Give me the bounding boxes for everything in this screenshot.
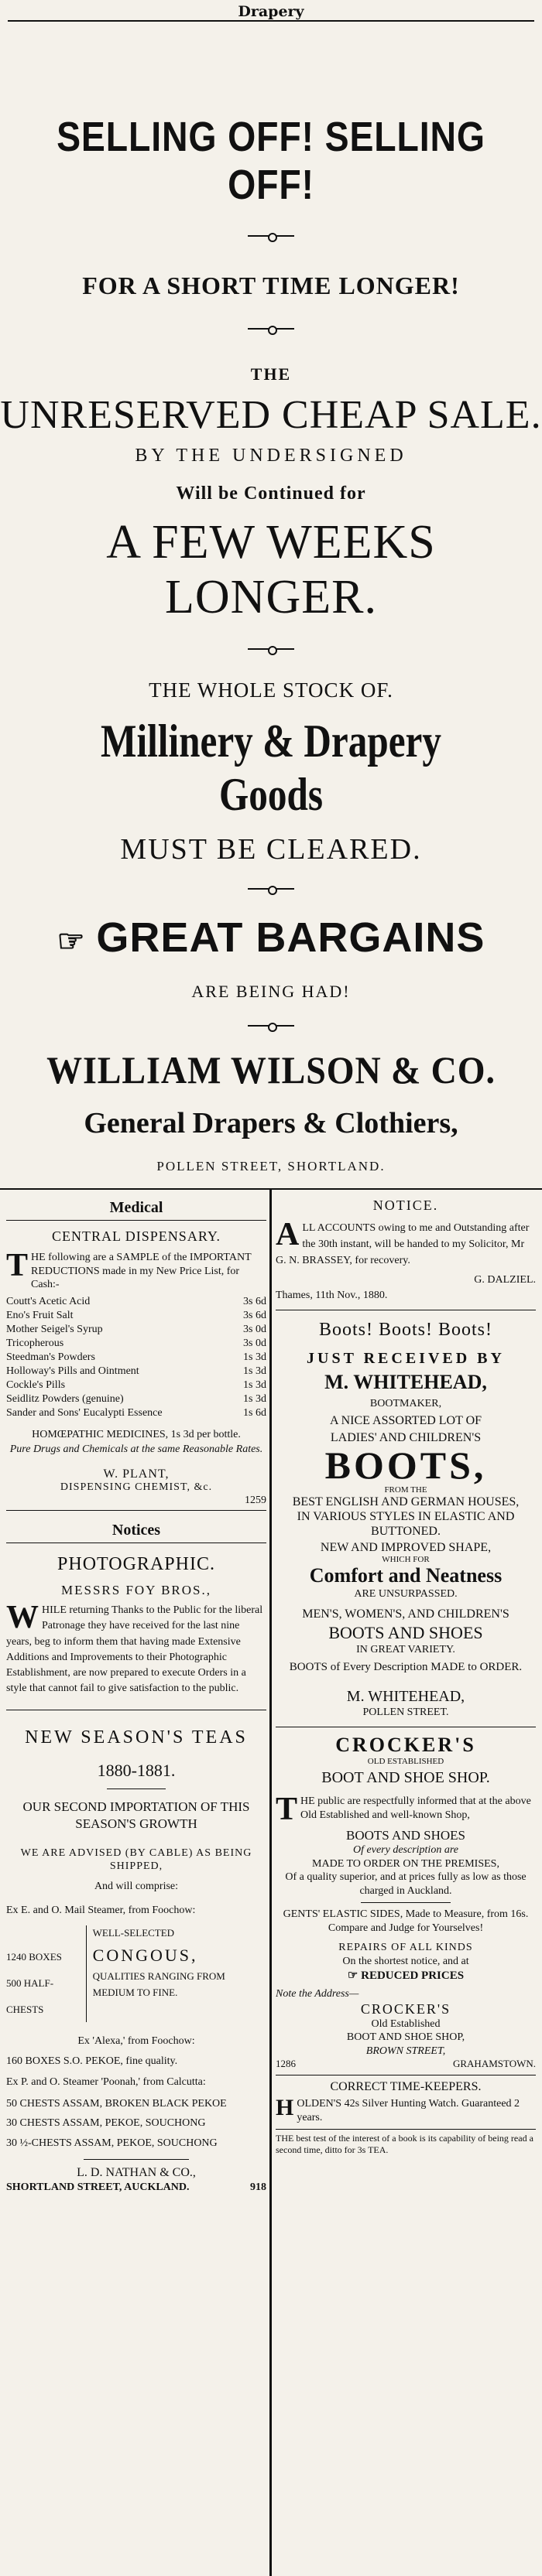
ad-number: 918 xyxy=(250,2181,266,2194)
second-importation: OUR SECOND IMPORTATION OF THIS SEASON'S GROWTH xyxy=(22,1799,250,1831)
item-price: 3s 0d xyxy=(243,1337,266,1349)
notice-date: Thames, 11th Nov., 1880. xyxy=(276,1289,388,1301)
congous-description xyxy=(86,1925,266,2022)
crocker-sig-3: BOOT AND SHOE SHOP, xyxy=(346,2031,465,2044)
foy-bros-line: MESSRS FOY BROS., xyxy=(61,1583,211,1597)
drop-cap: W xyxy=(6,1600,39,1635)
must-be-cleared-line: MUST BE CLEARED. xyxy=(120,833,422,866)
best-houses: BEST ENGLISH AND GERMAN HOUSES, xyxy=(292,1495,520,1508)
list-item xyxy=(6,1379,266,1392)
being-had-line: ARE BEING HAD! xyxy=(191,982,351,1001)
pollen-street-line: POLLEN STREET, SHORTLAND. xyxy=(156,1159,386,1174)
improved-shape: NEW AND IMPROVED SHAPE, xyxy=(320,1540,492,1554)
congous-block xyxy=(6,1925,266,2022)
item-name: Steedman's Powders xyxy=(6,1351,95,1363)
item-name: Tricopherous xyxy=(6,1337,64,1349)
list-item xyxy=(6,1406,266,1420)
repairs-line: REPAIRS OF ALL KINDS xyxy=(338,1942,473,1954)
assam-line-1: 50 CHESTS ASSAM, BROKEN BLACK PEKOE xyxy=(6,2097,227,2110)
item-name: Holloway's Pills and Ointment xyxy=(6,1365,139,1377)
drop-cap: A xyxy=(276,1217,300,1252)
list-item xyxy=(6,1323,266,1337)
qualities-range: QUALITIES RANGING FROM MEDIUM TO FINE. xyxy=(92,1970,225,1998)
list-item xyxy=(6,1337,266,1351)
nathan-address: SHORTLAND STREET, AUCKLAND. xyxy=(6,2181,190,2194)
section-header-notices: Notices xyxy=(111,1522,161,1539)
pointing-hand-icon: ☞ xyxy=(347,1970,362,1983)
drop-cap: T xyxy=(6,1248,29,1283)
quality-superior: Of a quality superior, and at prices fully as low as those charged in Auckland. xyxy=(285,1871,527,1897)
william-wilson-line: WILLIAM WILSON & CO. xyxy=(46,1048,496,1092)
list-item xyxy=(6,1392,266,1406)
photographic-body xyxy=(6,1600,266,1697)
the-line: THE xyxy=(250,364,292,384)
short-time-line: FOR A SHORT TIME LONGER! xyxy=(82,272,460,299)
whole-stock-line: THE WHOLE STOCK OF. xyxy=(149,678,393,702)
comprise-line: And will comprise: xyxy=(94,1880,179,1892)
item-name: Cockle's Pills xyxy=(6,1379,66,1391)
millinery-line: Millinery & Drapery Goods xyxy=(101,716,441,820)
shortest-notice: On the shortest notice, and at xyxy=(342,1955,469,1967)
assam-line-3: 30 ½-CHESTS ASSAM, PEKOE, SOUCHONG xyxy=(6,2137,218,2149)
made-to-order: BOOTS of Every Description MADE to ORDER. xyxy=(289,1660,523,1673)
dispensary-intro xyxy=(6,1248,266,1292)
section-header-drapery: Drapery xyxy=(238,3,304,20)
item-price: 3s 0d xyxy=(243,1323,266,1335)
notice-signature: G. DALZIEL. xyxy=(474,1274,536,1286)
made-on-premises: MADE TO ORDER ON THE PREMISES, xyxy=(312,1857,499,1870)
crocker-body xyxy=(276,1792,536,1828)
list-item xyxy=(6,1295,266,1309)
body-text: HE public are respectfully informed that at the above Old Established and well-known Shop, xyxy=(300,1795,531,1821)
whitehead-signature: M. WHITEHEAD, xyxy=(346,1687,465,1705)
comfort-neatness: Comfort and Neatness xyxy=(309,1563,503,1587)
price-list xyxy=(6,1295,266,1420)
nathan-address-row xyxy=(6,2181,266,2194)
from-the: FROM THE xyxy=(384,1485,427,1495)
top-rule xyxy=(8,20,534,22)
which-for: WHICH FOR xyxy=(382,1554,430,1564)
section-header-medical: Medical xyxy=(109,1199,163,1216)
chemist-role: DISPENSING CHEMIST, &c. xyxy=(60,1481,213,1493)
item-price: 1s 3d xyxy=(243,1392,266,1405)
bootmaker-role: BOOTMAKER, xyxy=(369,1398,442,1409)
body-text: OLDEN'S 42s Silver Hunting Watch. Guaranteed 2 years. xyxy=(297,2098,520,2123)
body-text: HILE returning Thanks to the Public for the liberal Patronage they have received for the last nine years, beg to inform them that having made Extensive Additions and Improvements to their Photographic Establishment, are now prepared to execute Orders in a style that cannot fail to give satisfaction to the public. xyxy=(6,1604,263,1695)
intro-text: HE following are a SAMPLE of the IMPORTANT REDUCTIONS made in my New Price List, for Cash:- xyxy=(31,1252,252,1290)
item-name: Eno's Fruit Salt xyxy=(6,1309,74,1321)
few-weeks-line: A FEW WEEKS LONGER. xyxy=(106,516,436,624)
teas-years: 1880-1881. xyxy=(97,1760,176,1780)
assam-line-2: 30 CHESTS ASSAM, PEKOE, SOUCHONG xyxy=(6,2117,206,2130)
pekoe-line: 160 BOXES S.O. PEKOE, fine quality. xyxy=(6,2055,178,2067)
notice-title: NOTICE. xyxy=(372,1197,439,1213)
unreserved-sale-line: UNRESERVED CHEAP SALE. xyxy=(0,393,542,437)
teas-title: NEW SEASON'S TEAS xyxy=(25,1727,248,1748)
pollen-street: POLLEN STREET. xyxy=(362,1706,449,1718)
congous-word: CONGOUS, xyxy=(92,1945,198,1965)
list-item xyxy=(6,1365,266,1379)
ad-number: 1286 xyxy=(276,2058,296,2070)
time-keepers-title: CORRECT TIME-KEEPERS. xyxy=(330,2080,482,2094)
great-bargains-line xyxy=(0,914,542,962)
general-drapers-line: General Drapers & Clothiers, xyxy=(84,1107,458,1139)
item-price: 1s 3d xyxy=(243,1351,266,1363)
ornament-divider xyxy=(248,235,294,237)
various-styles: IN VARIOUS STYLES IN ELASTIC AND BUTTONED. xyxy=(297,1510,515,1539)
footer-note: THE best test of the interest of a book is its capability of being read a second time, ditto for 3s TEA. xyxy=(276,2133,533,2156)
crocker-sig-2: Old Established xyxy=(371,2017,441,2030)
advised-line: WE ARE ADVISED (BY CABLE) AS BEING SHIPPED, xyxy=(20,1847,252,1873)
boot-shoe-shop: BOOT AND SHOE SHOP. xyxy=(321,1769,490,1787)
item-name: Seidlitz Powders (genuine) xyxy=(6,1392,124,1405)
nathan-firm: L. D. NATHAN & CO., xyxy=(77,2166,196,2180)
item-price: 1s 3d xyxy=(243,1365,266,1377)
whitehead-name: M. WHITEHEAD, xyxy=(324,1371,487,1393)
crocker-boots-shoes: BOOTS AND SHOES xyxy=(346,1828,465,1843)
pointing-hand-icon: ☞ xyxy=(57,924,86,958)
ornament-divider xyxy=(248,1025,294,1027)
assorted-lot: A NICE ASSORTED LOT OF xyxy=(329,1413,482,1427)
drop-cap: T xyxy=(276,1792,298,1828)
well-selected: WELL-SELECTED xyxy=(92,1926,175,1939)
photographic-title: PHOTOGRAPHIC. xyxy=(57,1554,215,1574)
just-received: JUST RECEIVED BY xyxy=(307,1350,505,1367)
compare-judge: Compare and Judge for Yourselves! xyxy=(328,1922,484,1934)
drop-cap: H xyxy=(276,2095,294,2121)
town: GRAHAMSTOWN. xyxy=(452,2058,536,2070)
classified-columns xyxy=(0,1188,542,2576)
headline-selling-off: SELLING OFF! SELLING OFF! xyxy=(57,114,485,208)
great-variety: IN GREAT VARIETY. xyxy=(356,1644,455,1656)
left-column xyxy=(6,1188,266,2576)
item-price: 3s 6d xyxy=(243,1309,266,1321)
great-bargains-text: GREAT BARGAINS xyxy=(96,914,485,961)
gents-elastic: GENTS' ELASTIC SIDES, Made to Measure, from 16s. xyxy=(283,1908,529,1921)
ornament-divider xyxy=(248,648,294,651)
item-price: 3s 6d xyxy=(243,1295,266,1307)
ex-poonah: Ex P. and O. Steamer 'Poonah,' from Calcutta: xyxy=(6,2076,206,2089)
mens-womens: MEN'S, WOMEN'S, AND CHILDREN'S xyxy=(302,1607,509,1621)
ladies-childrens: LADIES' AND CHILDREN'S xyxy=(330,1430,482,1444)
reduced-prices-text: REDUCED PRICES xyxy=(361,1970,465,1983)
list-item xyxy=(6,1309,266,1323)
pure-drugs-line: Pure Drugs and Chemicals at the same Reasonable Rates. xyxy=(9,1443,263,1455)
item-name: Mother Seigel's Syrup xyxy=(6,1323,103,1335)
ornament-divider xyxy=(248,888,294,890)
item-name: Coutt's Acetic Acid xyxy=(6,1295,91,1307)
chemist-name: W. PLANT, xyxy=(103,1467,170,1481)
body-text: LL ACCOUNTS owing to me and Outstanding after the 30th instant, will be handed to my Solicitor, Mr G. N. BRASSEY, for recovery. xyxy=(276,1222,530,1266)
item-price: 1s 6d xyxy=(243,1406,266,1419)
quantity-boxes: 1240 BOXES xyxy=(6,1950,62,1963)
ad-number: 1259 xyxy=(245,1494,266,1506)
list-item xyxy=(6,1351,266,1365)
homeopathic-line: HOMŒPATHIC MEDICINES, 1s 3d per bottle. xyxy=(32,1428,241,1440)
item-price: 1s 3d xyxy=(243,1379,266,1391)
boots-and-shoes: BOOTS AND SHOES xyxy=(328,1623,483,1643)
column-divider xyxy=(269,1188,272,2576)
central-dispensary-title: CENTRAL DISPENSARY. xyxy=(51,1228,221,1244)
unsurpassed: ARE UNSURPASSED. xyxy=(354,1587,458,1600)
every-description: Of every description are xyxy=(353,1844,458,1857)
ex-mail-steamer: Ex E. and O. Mail Steamer, from Foochow: xyxy=(6,1905,196,1917)
ornament-divider xyxy=(248,328,294,330)
old-established: OLD ESTABLISHED xyxy=(367,1757,444,1767)
crocker-footer-row xyxy=(276,2058,536,2070)
crocker-title: CROCKER'S xyxy=(335,1734,476,1757)
right-column xyxy=(276,1188,536,2576)
ex-alexa: Ex 'Alexa,' from Foochow: xyxy=(77,2035,195,2048)
quantity-half-chests: 500 HALF-CHESTS xyxy=(6,1976,54,2015)
crocker-sig-4: BROWN STREET, xyxy=(365,2045,446,2057)
continued-line: Will be Continued for xyxy=(176,483,366,504)
quantities xyxy=(6,1925,86,2022)
notice-body xyxy=(276,1217,536,1269)
crocker-signature: CROCKER'S xyxy=(360,2000,451,2017)
item-name: Sander and Sons' Eucalypti Essence xyxy=(6,1406,163,1419)
note-address: Note the Address— xyxy=(276,1988,359,2000)
boots-headline: Boots! Boots! Boots! xyxy=(318,1320,493,1340)
reduced-prices-line xyxy=(276,1968,536,1983)
undersigned-line: BY THE UNDERSIGNED xyxy=(135,446,407,466)
boots-big-word: BOOTS, xyxy=(324,1443,487,1487)
drapery-advertisement xyxy=(0,0,542,1184)
time-keepers-body xyxy=(276,2097,536,2124)
